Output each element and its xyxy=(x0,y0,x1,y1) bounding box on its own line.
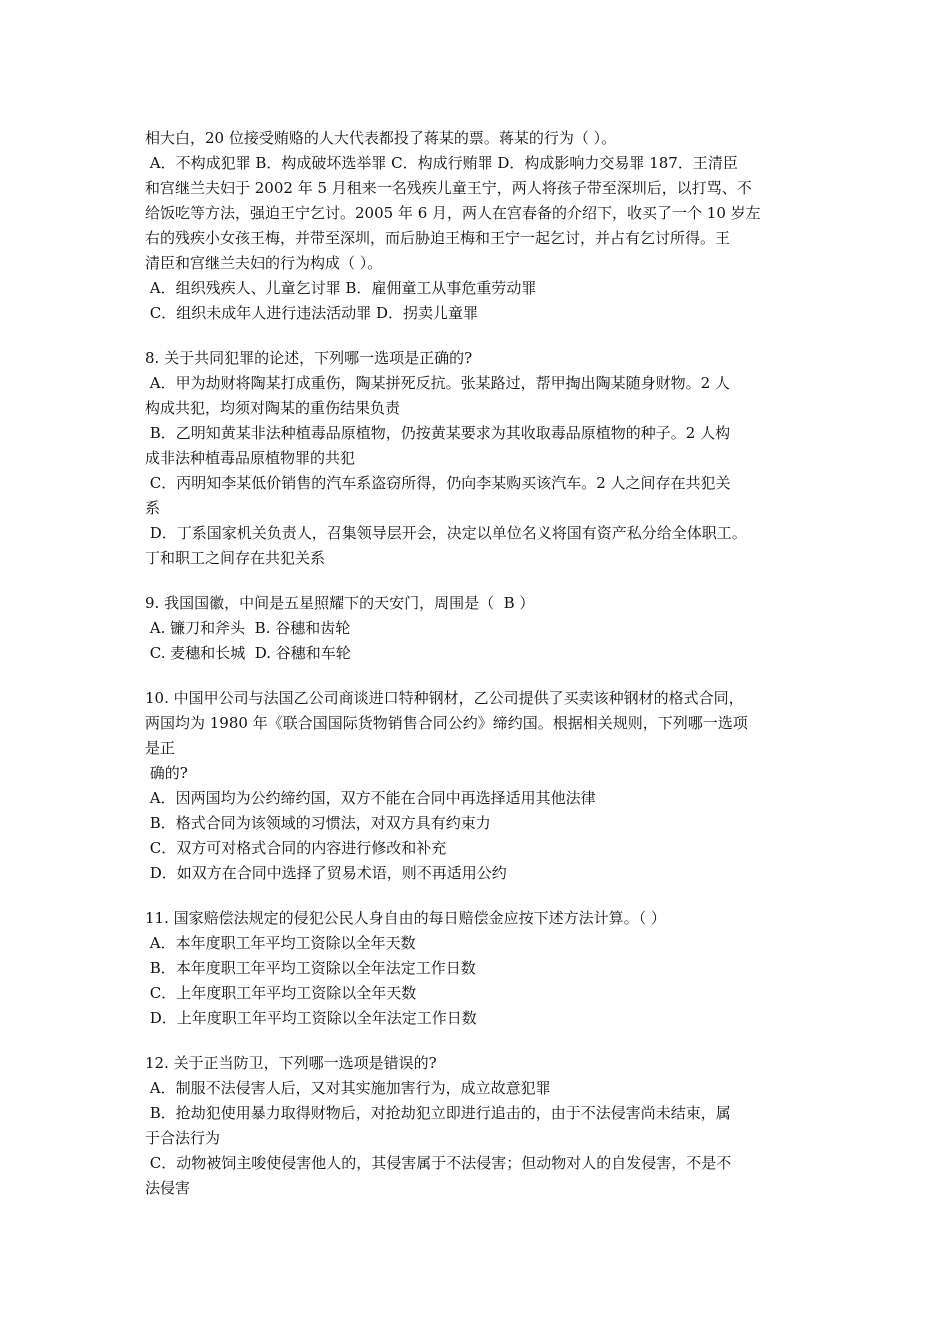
option-line: C．双方可对格式合同的内容进行修改和补充 xyxy=(145,839,447,857)
question-title: 9. 我国国徽，中间是五星照耀下的天安门，周围是（ B ） xyxy=(145,594,535,612)
text-line: 丁和职工之间存在共犯关系 xyxy=(145,549,326,567)
question-block-8 xyxy=(145,346,825,571)
question-block-7-continuation xyxy=(145,126,825,326)
spacer xyxy=(145,886,825,906)
question-title: 12. 关于正当防卫，下列哪一选项是错误的? xyxy=(145,1054,437,1072)
text-line: 清臣和宫继兰夫妇的行为构成（ ）。 xyxy=(145,254,383,272)
text-line: 于合法行为 xyxy=(145,1129,221,1147)
text-line: 是正 xyxy=(145,739,176,757)
option-line: B．格式合同为该领域的习惯法，对双方具有约束力 xyxy=(145,814,491,832)
text-line: 和宫继兰夫妇于 2002 年 5 月租来一名残疾儿童王宁，两人将孩子带至深圳后，以打骂、不 xyxy=(145,179,752,197)
spacer xyxy=(145,666,825,686)
text-line: 右的残疾小女孩王梅，并带至深圳，而后胁迫王梅和王宁一起乞讨，并占有乞讨所得。王 xyxy=(145,229,731,247)
option-line: D．丁系国家机关负责人，召集领导层开会，决定以单位名义将国有资产私分给全体职工。 xyxy=(145,524,747,542)
spacer xyxy=(145,571,825,591)
question-block-9 xyxy=(145,591,825,666)
option-line: C．丙明知李某低价销售的汽车系盗窃所得，仍向李某购买该汽车。2 人之间存在共犯关 xyxy=(145,474,731,492)
text-line: 给饭吃等方法，强迫王宁乞讨。2005 年 6 月，两人在宫春备的介绍下，收买了一个 10 岁左 xyxy=(145,204,761,222)
text-line: 两国均为 1980 年《联合国国际货物销售合同公约》缔约国。根据相关规则，下列哪一选项 xyxy=(145,714,748,732)
option-line: B．本年度职工年平均工资除以全年法定工作日数 xyxy=(145,959,476,977)
option-line: C. 麦穗和长城 D. 谷穗和车轮 xyxy=(145,644,351,662)
option-line: B．抢劫犯使用暴力取得财物后，对抢劫犯立即进行追击的，由于不法侵害尚未结束，属 xyxy=(145,1104,731,1122)
question-block-12 xyxy=(145,1051,825,1201)
option-line: A．甲为劫财将陶某打成重伤，陶某拼死反抗。张某路过，帮甲掏出陶某随身财物。2 人 xyxy=(145,374,730,392)
option-line: A．制服不法侵害人后，又对其实施加害行为，成立故意犯罪 xyxy=(145,1079,551,1097)
text-line: 相大白，20 位接受贿赂的人大代表都投了蒋某的票。蒋某的行为（ ）。 xyxy=(145,129,617,147)
option-line: C．组织未成年人进行违法活动罪 D．拐卖儿童罪 xyxy=(145,304,479,322)
option-line: D．如双方在合同中选择了贸易术语，则不再适用公约 xyxy=(145,864,507,882)
question-title: 10. 中国甲公司与法国乙公司商谈进口特种钢材，乙公司提供了买卖该种钢材的格式合同， xyxy=(145,689,744,707)
text-line: 确的? xyxy=(145,764,188,782)
text-line: 法侵害 xyxy=(145,1179,191,1197)
question-title: 11. 国家赔偿法规定的侵犯公民人身自由的每日赔偿金应按下述方法计算。（ ） xyxy=(145,909,666,927)
question-title: 8. 关于共同犯罪的论述，下列哪一选项是正确的? xyxy=(145,349,473,367)
option-line: D．上年度职工年平均工资除以全年法定工作日数 xyxy=(145,1009,477,1027)
text-line: 构成共犯，均须对陶某的重伤结果负责 xyxy=(145,399,401,417)
option-line: C．动物被饲主唆使侵害他人的，其侵害属于不法侵害；但动物对人的自发侵害，不是不 xyxy=(145,1154,732,1172)
document-page xyxy=(145,126,825,1201)
option-line: A．因两国均为公约缔约国，双方不能在合同中再选择适用其他法律 xyxy=(145,789,596,807)
text-line: A．不构成犯罪 B．构成破坏选举罪 C．构成行贿罪 D．构成影响力交易罪 187．王清臣 xyxy=(145,154,738,172)
option-line: B．乙明知黄某非法种植毒品原植物，仍按黄某要求为其收取毒品原植物的种子。2 人构 xyxy=(145,424,731,442)
option-line: A. 镰刀和斧头 B. 谷穗和齿轮 xyxy=(145,619,351,637)
text-line: 系 xyxy=(145,499,161,517)
question-block-11 xyxy=(145,906,825,1031)
option-line: A．组织残疾人、儿童乞讨罪 B．雇佣童工从事危重劳动罪 xyxy=(145,279,537,297)
text-line: 成非法种植毒品原植物罪的共犯 xyxy=(145,449,356,467)
question-block-10 xyxy=(145,686,825,886)
option-line: A．本年度职工年平均工资除以全年天数 xyxy=(145,934,416,952)
spacer xyxy=(145,1031,825,1051)
option-line: C．上年度职工年平均工资除以全年天数 xyxy=(145,984,417,1002)
spacer xyxy=(145,326,825,346)
